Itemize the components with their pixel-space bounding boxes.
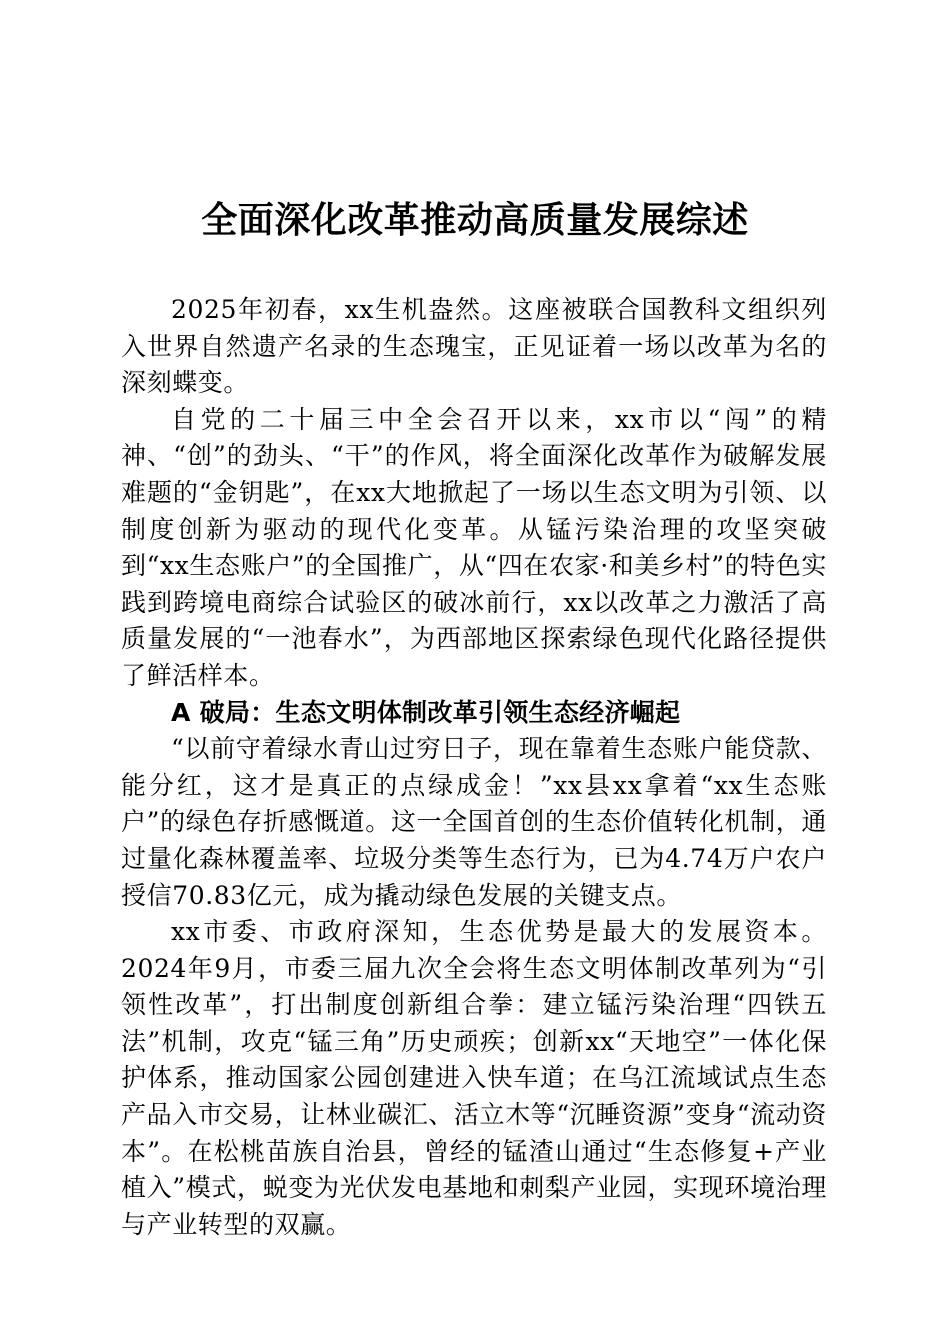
document-title: 全面深化改革推动高质量发展综述 xyxy=(201,199,749,241)
paragraph-overview: 自党的二十届三中全会召开以来，xx市以“闯”的精神、“创”的劲头、“干”的作风，将全面深化改革作为破解发展难题的“金钥匙”，在xx大地掀起了一场以生态文明为引领、以制度创新为驱动的现代化变革。从锰污染治理的攻坚突破到“xx生态账户”的全国推广，从“四在农家·和美乡村”的特色实践到跨境电商综合试验区的破冰前行，xx以改革之力激活了高质量发展的“一池春水”，为西部地区探索绿色现代化路径提供了鲜活样本。 xyxy=(121,404,827,690)
section-a-paragraph-reform: xx市委、市政府深知，生态优势是最大的发展资本。2024年9月，市委三届九次全会将生态文明体制改革列为“引领性改革”，打出制度创新组合拳：建立锰污染治理“四铁五法”机制，攻克“锰三角”历史顽疾；创新xx“天地空”一体化保护体系，推动国家公园创建进入快车道；在乌江流域试点生态产品入市交易，让林业碳汇、活立木等“沉睡资源”变身“流动资本”。在松桃苗族自治县，曾经的锰渣山通过“生态修复+产业植入”模式，蜕变为光伏发电基地和刺梨产业园，实现环境治理与产业转型的双赢。 xyxy=(121,917,827,1239)
document-body xyxy=(121,292,827,1243)
section-a-paragraph-quote: “以前守着绿水青山过穷日子，现在靠着生态账户能贷款、能分红，这才是真正的点绿成金！”xx县xx拿着“xx生态账户”的绿色存折感慨道。这一全国首创的生态价值转化机制，通过量化森林覆盖率、垃圾分类等生态行为，已为4.74万户农户授信70.83亿元，成为撬动绿色发展的关键支点。 xyxy=(121,734,827,910)
section-a-heading: A 破局：生态文明体制改革引领生态经济崛起 xyxy=(171,697,681,727)
paragraph-intro: 2025年初春，xx生机盎然。这座被联合国教科文组织列入世界自然遗产名录的生态瑰宝，正见证着一场以改革为名的深刻蝶变。 xyxy=(121,295,827,398)
